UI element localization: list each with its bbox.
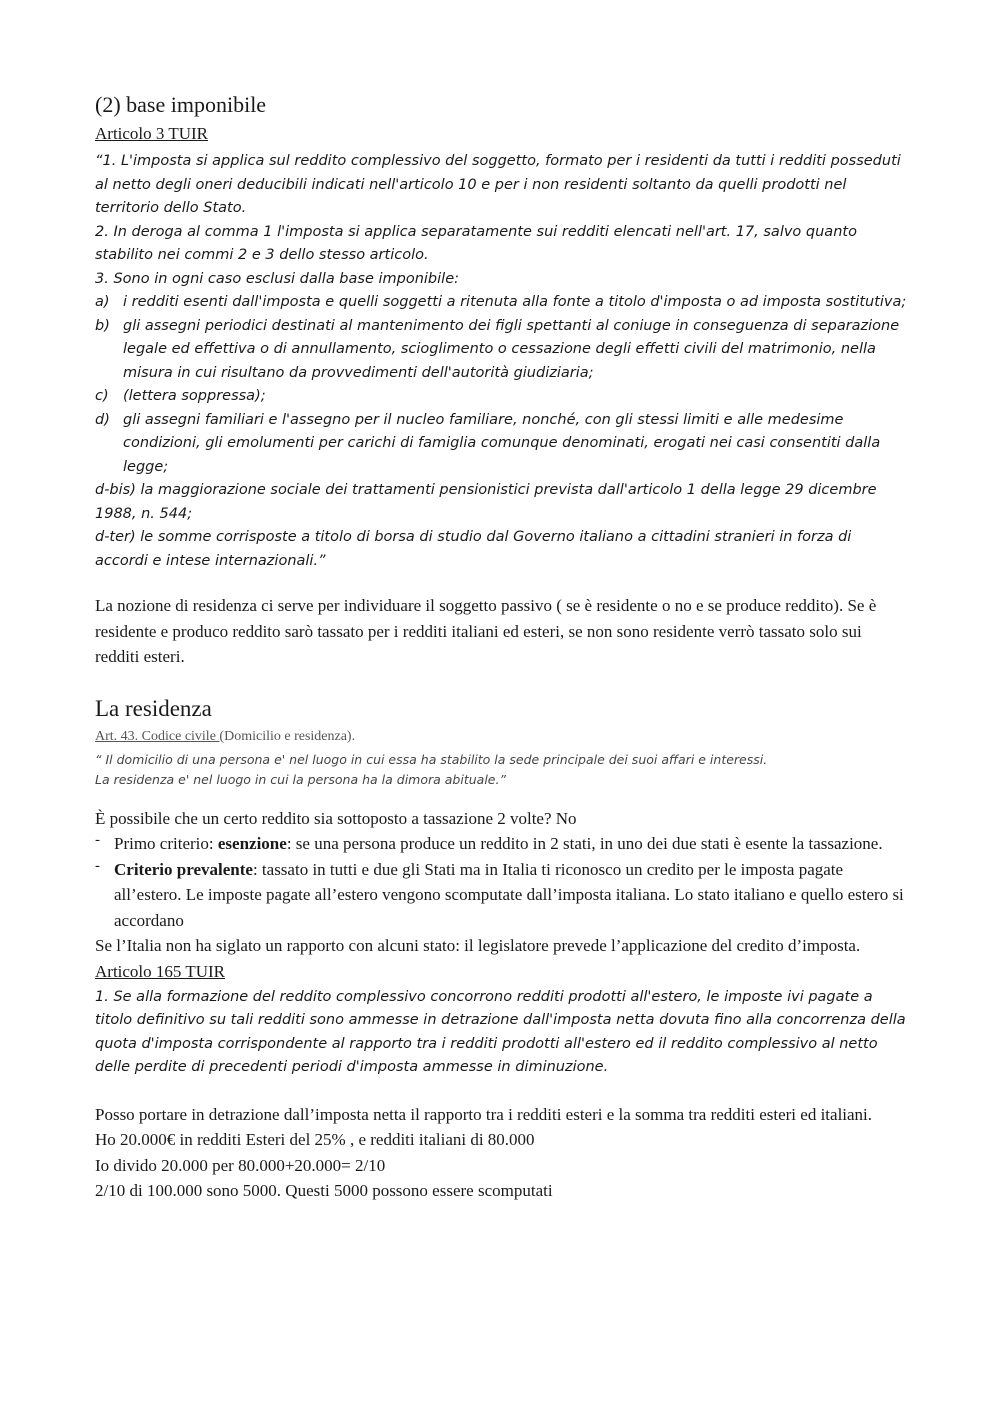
example-paragraph-4: 2/10 di 100.000 sono 5000. Questi 5000 possono essere scomputati [95, 1181, 553, 1200]
quote-line-2: La residenza e' nel luogo in cui la persona ha la dimora abituale.” [95, 771, 506, 787]
quote-dter: d-ter) le somme corrisposte a titolo di borsa di studio dal Governo italiano a cittadini stranieri in forza di accordi e intese internazionali.” [95, 529, 852, 569]
document-page [95, 88, 907, 1204]
exclusions-list [95, 291, 907, 479]
tax-credit-paragraph: Se l’Italia non ha siglato un rapporto con alcuni stato: il legislatore prevede l’applicazione del credito d’imposta. [95, 936, 861, 955]
list-marker: - [95, 832, 100, 848]
list-item-text: gli assegni familiari e l'assegno per il nucleo familiare, nonché, con gli stessi limiti e alle medesime condizioni, gli emolumenti per carichi di famiglia comunque denominati, erogati nei casi consentiti dalla legge; [123, 411, 881, 475]
example-paragraph-2: Ho 20.000€ in redditi Esteri del 25% , e redditi italiani di 80.000 [95, 1130, 535, 1149]
list-marker: a) [95, 294, 110, 310]
bullet-bold: esenzione [217, 834, 287, 853]
list-item [95, 831, 907, 857]
article-43-reference [95, 726, 907, 748]
list-item-text: i redditi esenti dall'imposta e quelli soggetti a ritenuta alla fonte a titolo d'imposta o ad imposta sostitutiva; [123, 294, 907, 310]
section-heading-la-residenza: La residenza [95, 695, 212, 721]
quote-paragraph-3: 3. Sono in ogni caso esclusi dalla base imponibile: [95, 270, 460, 287]
bullet-bold: Criterio prevalente [114, 859, 253, 879]
quote-paragraph-2: 2. In deroga al comma 1 l'imposta si applica separatamente sui redditi elencati nell'art. 17, salvo quanto stabilito nei commi 2 e 3 dello stesso articolo. [95, 223, 857, 263]
list-marker: b) [95, 317, 110, 334]
example-paragraph-3: Io divido 20.000 per 80.000+20.000= 2/10 [95, 1155, 386, 1175]
list-marker: c) [95, 388, 109, 404]
article-title-165-tuir: Articolo 165 TUIR [95, 961, 226, 981]
bullet-text: : se una persona produce un reddito in 2 stati, in uno dei due stati è esente la tassazione. [286, 834, 883, 853]
example-paragraph-1: Posso portare in detrazione dall’imposta netta il rapporto tra i redditi esteri e la somma tra redditi esteri ed italiani. [95, 1104, 873, 1124]
list-item-text: (lettera soppressa); [123, 388, 266, 404]
bullet-prefix: Primo criterio: [114, 834, 218, 853]
list-item [95, 315, 907, 386]
article-43-quote [95, 750, 907, 790]
list-item [95, 385, 907, 409]
quote-paragraph-1: “1. L'imposta si applica sul reddito complessivo del soggetto, formato per i residenti da tutti i redditi posseduti al netto degli oneri deducibili indicati nell'articolo 10 e per i non residenti soltanto da quelli prodotti nel territorio dello Stato. [95, 153, 901, 216]
list-item [95, 857, 907, 934]
list-item-text: gli assegni periodici destinati al mantenimento dei figli spettanti al coniuge in conseguenza di separazione legale ed effettiva o di annullamento, scioglimento o cessazione degli effetti civili del matrimonio, nella misura in cui risultano da provvedimenti dell'autorità giudiziaria; [123, 317, 900, 381]
list-item [95, 291, 907, 315]
list-marker: - [95, 857, 100, 874]
bullet-text: : tassato in tutti e due gli Stati ma in Italia ti riconosco un credito per le imposta pagate all’estero. Le imposte pagate all’estero vengono scomputate dall’imposta italiana. Lo stato italiano e quello estero si accordano [114, 859, 904, 930]
quote-dbis: d-bis) la maggiorazione sociale dei trattamenti pensionistici prevista dall'articolo 1 della legge 29 dicembre 1988, n. 544; [95, 482, 877, 522]
list-marker: d) [95, 411, 110, 428]
example-block [95, 1102, 907, 1204]
article-title-3-tuir: Articolo 3 TUIR [95, 124, 209, 143]
article-165-quote [95, 986, 907, 1080]
criteria-list [95, 831, 907, 933]
quote-paragraph: 1. Se alla formazione del reddito complessivo concorrono redditi prodotti all'estero, le imposte ivi pagate a titolo definitivo su tali redditi sono ammesse in detrazione dall'imposta netta dovuta fino alla concorrenza della quota d'imposta corrispondente al rapporto tra i redditi prodotti all'estero ed il reddito complessivo al netto delle perdite di precedenti periodi d'imposta ammesse in diminuzione. [95, 988, 906, 1075]
section-heading-base-imponibile: (2) base imponibile [95, 92, 267, 117]
quote-line-1: “ Il domicilio di una persona e' nel luogo in cui essa ha stabilito la sede principale dei suoi affari e interessi. [95, 751, 768, 767]
list-item [95, 409, 907, 480]
article-43-link[interactable]: Art. 43. Codice civile [95, 728, 220, 744]
double-taxation-question: È possibile che un certo reddito sia sottoposto a tassazione 2 volte? No [95, 808, 577, 828]
article-43-note: (Domicilio e residenza). [219, 728, 356, 744]
article-3-quote [95, 150, 907, 573]
residence-paragraph: La nozione di residenza ci serve per individuare il soggetto passivo ( se è residente o no e se produce reddito). Se è residente e produco reddito sarò tassato per i redditi italiani ed esteri, se non sono residente verrò tassato solo sui redditi esteri. [95, 596, 877, 666]
